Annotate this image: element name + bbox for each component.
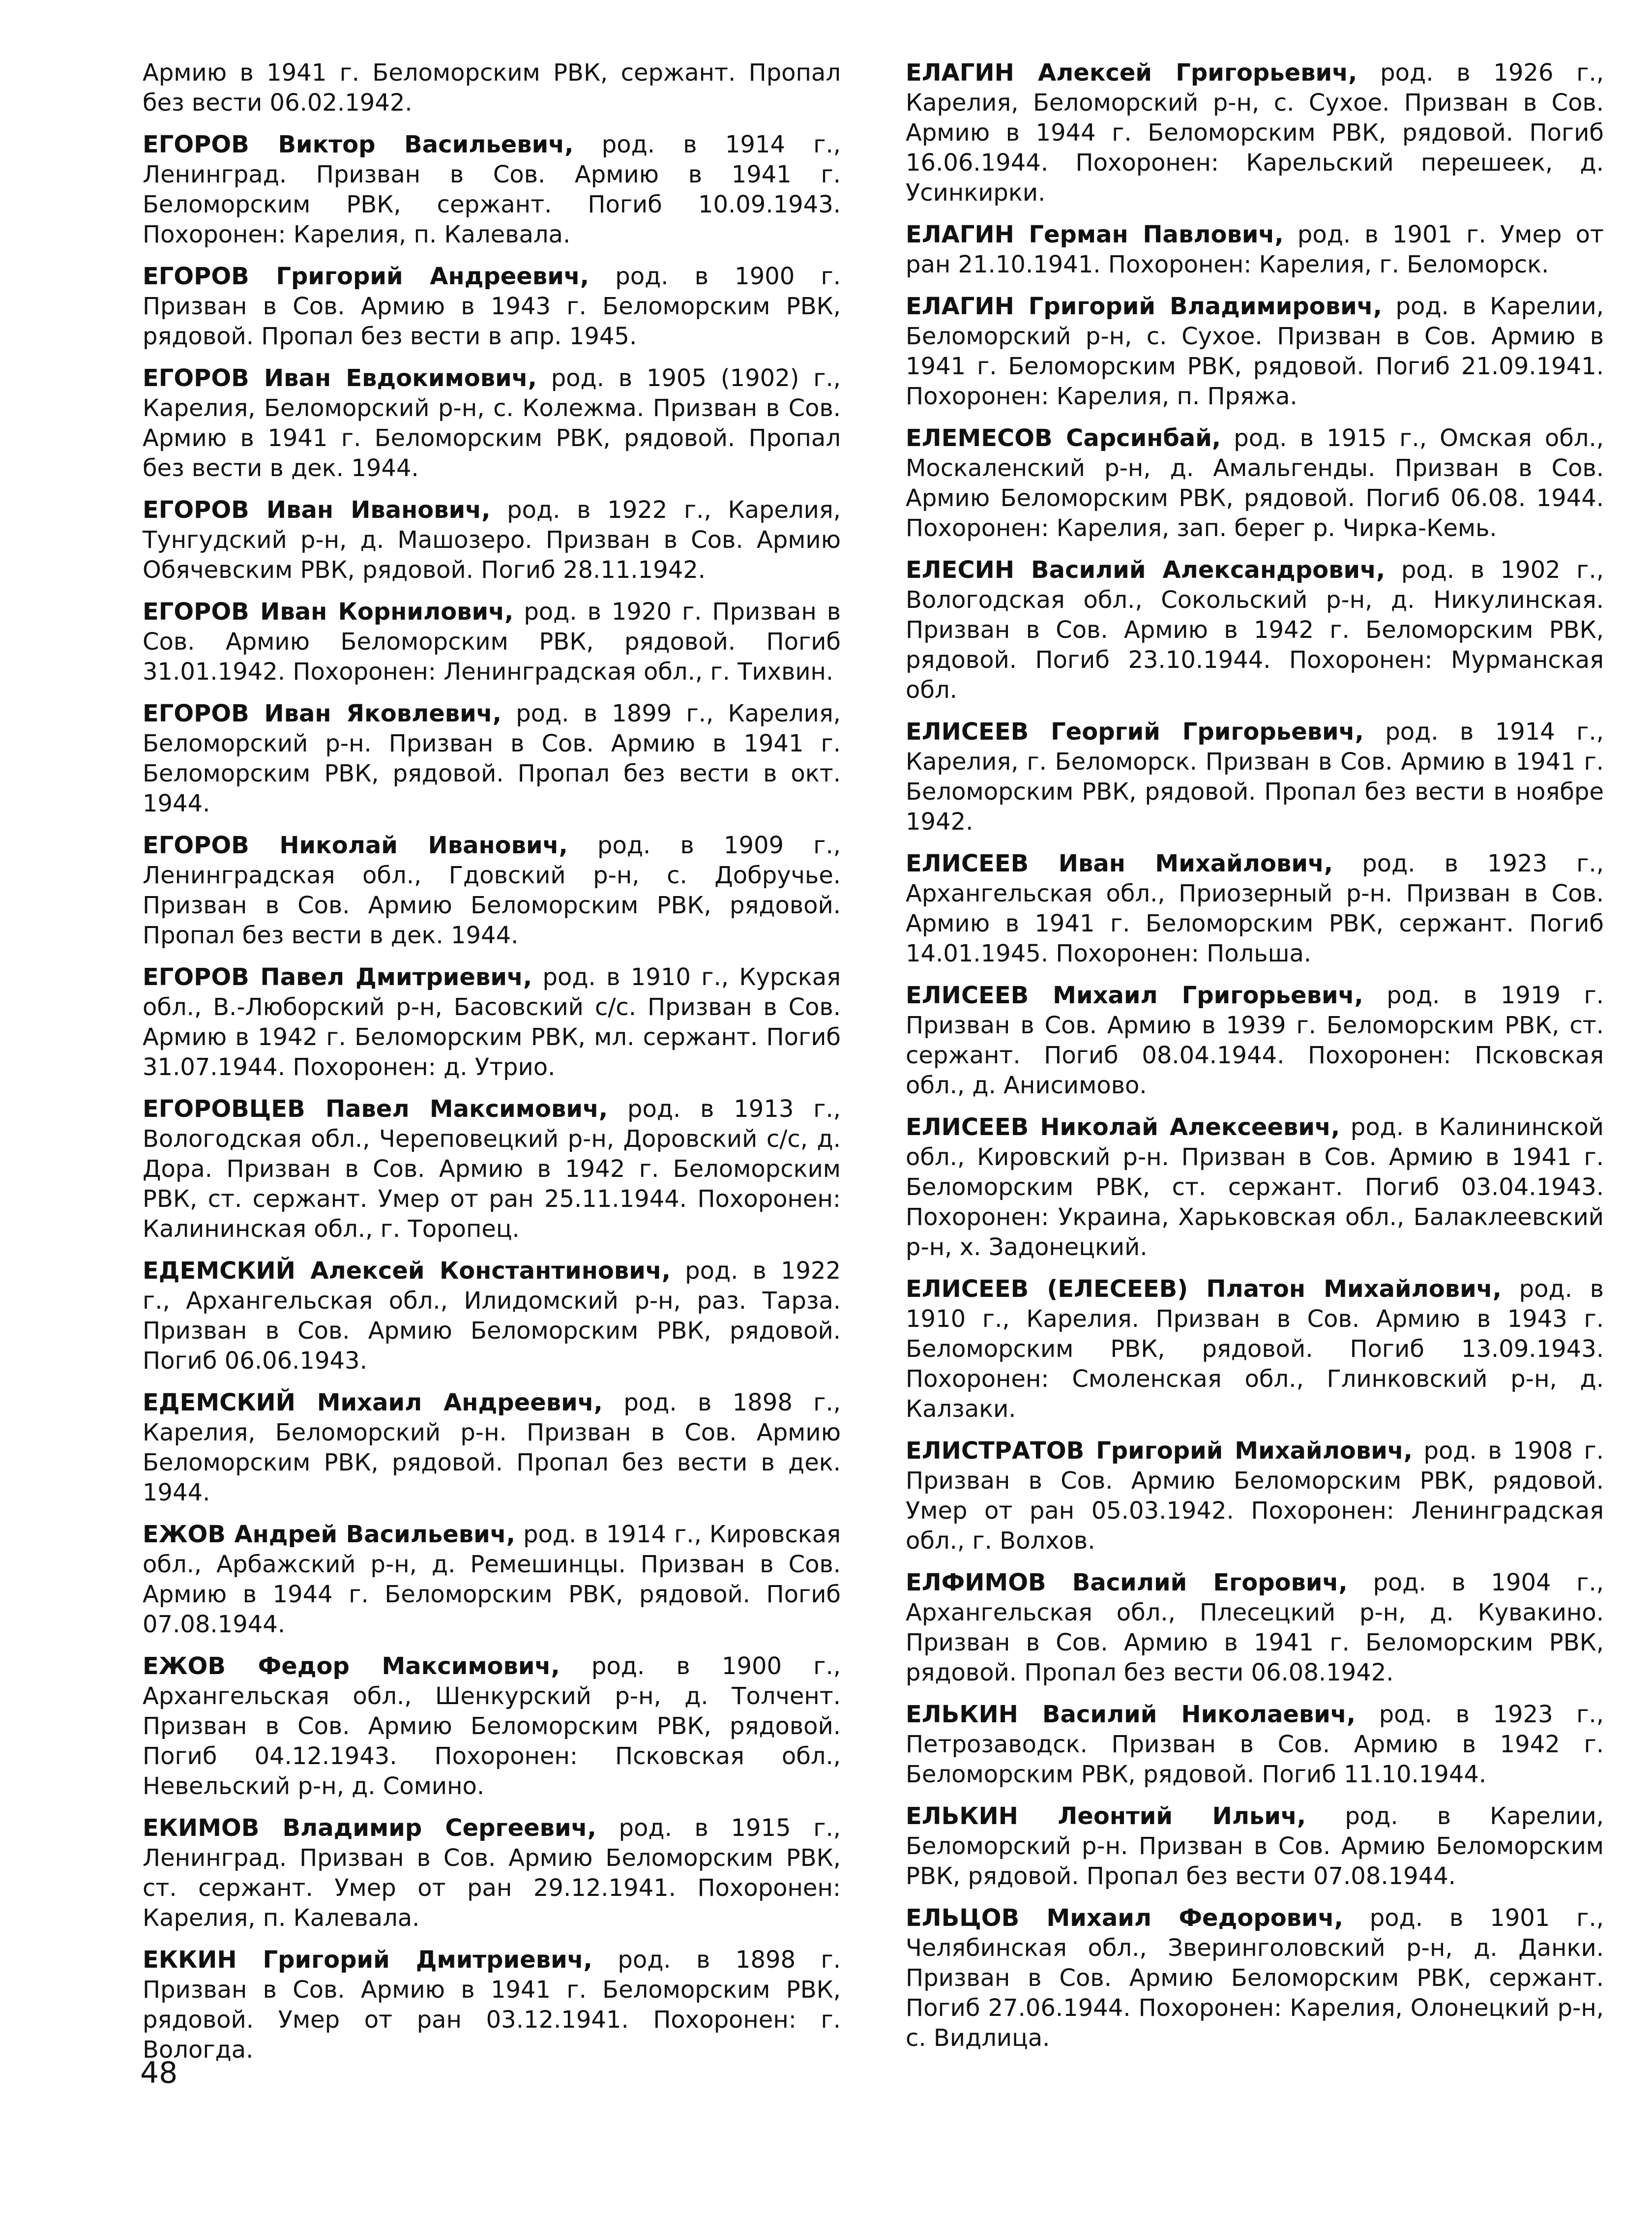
entry: [143, 1813, 841, 1933]
entry-text: род. в 1899 г., Карелия, Беломорский р-н. Призван в Сов. Армию в 1941 г. Беломорским РВК, рядовой. Пропал без вести в окт. 1944.: [143, 700, 841, 817]
entry: [143, 962, 841, 1082]
entry-text: род. в 1910 г., Курская обл., В.-Люборский р-н, Басовский с/с. Призван в Сов. Армию в 1942 г. Беломорским РВК, мл. сержант. Погиб 31.07.1944. Похоронен: д. Утрио.: [143, 963, 841, 1081]
right-column: [906, 58, 1604, 2065]
entry-text: род. в 1909 г., Ленинградская обл., Гдовский р-н, с. Добручье. Призван в Сов. Армию Беломорским РВК, рядовой. Пропал без вести в дек. 1944.: [143, 832, 841, 949]
entry-name: ЕЛЕСИН Василий Александрович,: [906, 556, 1386, 584]
entry-text: род. в 1913 г., Вологодская обл., Череповецкий р-н, Доровский с/с, д. Дора. Призван в Сов. Армию в 1942 г. Беломорским РВК, ст. сержант. Умер от ран 25.11.1944. Похоронен: Калининская обл., г. Торопец.: [143, 1095, 841, 1243]
entry-name: ЕЛАГИН Алексей Григорьевич,: [906, 59, 1357, 87]
entry-text: Армию в 1941 г. Беломорским РВК, сержант. Пропал без вести 06.02.1942.: [143, 59, 841, 117]
entry-name: ЕЛИСЕЕВ (ЕЛЕСЕЕВ) Платон Михайлович,: [906, 1275, 1502, 1303]
entry-text: род. в 1904 г., Архангельская обл., Плесецкий р-н, д. Кувакино. Призван в Сов. Армию в 1941 г. Беломорским РВК, рядовой. Пропал без вести 06.08.1942.: [906, 1569, 1604, 1686]
entry-text: род. в 1914 г., Ленинград. Призван в Сов. Армию в 1941 г. Беломорским РВК, сержант. Погиб 10.09.1943. Похоронен: Карелия, п. Калевала.: [143, 131, 841, 248]
entry-text: род. в 1920 г. Призван в Сов. Армию Беломорским РВК, рядовой. Погиб 31.01.1942. Похоронен: Ленинградская обл., г. Тихвин.: [143, 598, 841, 686]
entry-name: ЕГОРОВ Иван Иванович,: [143, 496, 491, 524]
entry-text: род. в 1900 г., Архангельская обл., Шенкурский р-н, д. Толчент. Призван в Сов. Армию Беломорским РВК, рядовой. Погиб 04.12.1943. Похоронен: Псковская обл., Невельский р-н, д. Сомино.: [143, 1652, 841, 1800]
entry-name: ЕКИМОВ Владимир Сергеевич,: [143, 1814, 596, 1842]
entry-name: ЕЖОВ Федор Максимович,: [143, 1652, 560, 1680]
entry-text: род. в 1910 г., Карелия. Призван в Сов. Армию в 1943 г. Беломорским РВК, рядовой. Погиб 13.09.1943. Похоронен: Смоленская обл., Глинковский р-н, д. Калзаки.: [906, 1275, 1604, 1423]
entry-text: род. в 1902 г., Вологодская обл., Сокольский р-н, д. Никулинская. Призван в Сов. Армию в 1942 г. Беломорским РВК, рядовой. Погиб 23.10.1944. Похоронен: Мурманская обл.: [906, 556, 1604, 704]
entry-name: ЕЖОВ Андрей Васильевич,: [143, 1521, 515, 1548]
entry-name: ЕДЕМСКИЙ Алексей Константинович,: [143, 1257, 671, 1285]
entry: [143, 58, 841, 118]
entry-text: род. в 1901 г. Умер от ран 21.10.1941. Похоронен: Карелия, г. Беломорск.: [906, 221, 1604, 278]
entry: [143, 1094, 841, 1244]
entry-text: род. в Карелии, Беломорский р-н, с. Сухое. Призван в Сов. Армию в 1941 г. Беломорским РВК, рядовой. Погиб 21.09.1941. Похоронен: Карелия, п. Пряжа.: [906, 293, 1604, 410]
entry-text: род. в 1900 г. Призван в Сов. Армию в 1943 г. Беломорским РВК, рядовой. Пропал без вести в апр. 1945.: [143, 263, 841, 350]
entry: [143, 597, 841, 687]
entry-text: род. в 1919 г. Призван в Сов. Армию в 1939 г. Беломорским РВК, ст. сержант. Погиб 08.04.1944. Похоронен: Псковская обл., д. Анисимово.: [906, 982, 1604, 1099]
entry: [143, 1651, 841, 1801]
entry: [906, 1274, 1604, 1424]
entry-name: ЕДЕМСКИЙ Михаил Андреевич,: [143, 1389, 603, 1416]
entry-text: род. в Калининской обл., Кировский р-н. Призван в Сов. Армию в 1941 г. Беломорским РВК, ст. сержант. Погиб 03.04.1943. Похоронен: Украина, Харьковская обл., Балаклеевский р-н, х. Задонецкий.: [906, 1113, 1604, 1261]
left-column: [143, 58, 841, 2077]
entry-name: ЕГОРОВ Николай Иванович,: [143, 832, 568, 859]
entry: [143, 1520, 841, 1640]
entry: [906, 1436, 1604, 1556]
entry-text: род. в 1905 (1902) г., Карелия, Беломорский р-н, с. Колежма. Призван в Сов. Армию в 1941 г. Беломорским РВК, рядовой. Пропал без вести в дек. 1944.: [143, 364, 841, 482]
entry-text: род. в 1914 г., Кировская обл., Арбажский р-н, д. Ремешинцы. Призван в Сов. Армию в 1944 г. Беломорским РВК, рядовой. Погиб 07.08.1944.: [143, 1521, 841, 1638]
entry: [906, 849, 1604, 969]
entry: [906, 423, 1604, 543]
entry-text: род. в 1923 г., Петрозаводск. Призван в Сов. Армию в 1942 г. Беломорским РВК, рядовой. Погиб 11.10.1944.: [906, 1701, 1604, 1788]
entry-text: род. в 1898 г., Карелия, Беломорский р-н. Призван в Сов. Армию Беломорским РВК, рядовой. Пропал без вести в дек. 1944.: [143, 1389, 841, 1506]
entry: [906, 555, 1604, 705]
entry: [143, 1256, 841, 1376]
entry-name: ЕГОРОВ Виктор Васильевич,: [143, 131, 574, 158]
entry: [143, 363, 841, 483]
entry: [143, 831, 841, 951]
entry-name: ЕЛФИМОВ Василий Егорович,: [906, 1569, 1348, 1596]
entry-text: род. в 1914 г., Карелия, г. Беломорск. Призван в Сов. Армию в 1941 г. Беломорским РВК, рядовой. Пропал без вести в ноябре 1942.: [906, 718, 1604, 836]
entry: [906, 717, 1604, 837]
entry-name: ЕЛАГИН Григорий Владимирович,: [906, 293, 1382, 320]
entry: [906, 1903, 1604, 2053]
entry-name: ЕГОРОВ Иван Яковлевич,: [143, 700, 502, 727]
entry-name: ЕЛИСЕЕВ Михаил Григорьевич,: [906, 982, 1363, 1009]
entry: [143, 1388, 841, 1508]
entry: [906, 981, 1604, 1101]
entry-name: ЕККИН Григорий Дмитриевич,: [143, 1946, 592, 1974]
entry: [143, 262, 841, 352]
entry: [906, 1112, 1604, 1262]
page-number: 48: [140, 2056, 178, 2090]
entry-text: род. в 1926 г., Карелия, Беломорский р-н, с. Сухое. Призван в Сов. Армию в 1944 г. Беломорским РВК, рядовой. Погиб 16.06.1944. Похоронен: Карельский перешеек, д. Усинкирки.: [906, 59, 1604, 207]
entry-text: род. в 1908 г. Призван в Сов. Армию Беломорским РВК, рядовой. Умер от ран 05.03.1942. Похоронен: Ленинградская обл., г. Волхов.: [906, 1437, 1604, 1555]
entry-name: ЕЛИСЕЕВ Георгий Григорьевич,: [906, 718, 1364, 746]
entry-name: ЕЛЕМЕСОВ Сарсинбай,: [906, 424, 1221, 452]
entry-text: род. в 1915 г., Ленинград. Призван в Сов. Армию Беломорским РВК, ст. сержант. Умер от ран 29.12.1941. Похоронен: Карелия, п. Калевала.: [143, 1814, 841, 1932]
entry-name: ЕЛЬКИН Леонтий Ильич,: [906, 1802, 1306, 1830]
entry-name: ЕГОРОВЦЕВ Павел Максимович,: [143, 1095, 608, 1123]
entry-name: ЕГОРОВ Павел Дмитриевич,: [143, 963, 532, 991]
entry-text: род. в 1901 г., Челябинская обл., Зверинголовский р-н, д. Данки. Призван в Сов. Армию Беломорским РВК, сержант. Погиб 27.06.1944. Похоронен: Карелия, Олонецкий р-н, с. Видлица.: [906, 1904, 1604, 2052]
entry: [906, 58, 1604, 208]
entry-text: род. в Карелии, Беломорский р-н. Призван в Сов. Армию Беломорским РВК, рядовой. Пропал без вести 07.08.1944.: [906, 1802, 1604, 1890]
entry-text: род. в 1898 г. Призван в Сов. Армию в 1941 г. Беломорским РВК, рядовой. Умер от ран 03.12.1941. Похоронен: г. Вологда.: [143, 1946, 841, 2064]
entry-name: ЕЛИСЕЕВ Иван Михайлович,: [906, 850, 1333, 877]
entry: [906, 1568, 1604, 1688]
entry-text: род. в 1922 г., Архангельская обл., Илидомский р-н, раз. Тарза. Призван в Сов. Армию Беломорским РВК, рядовой. Погиб 06.06.1943.: [143, 1257, 841, 1375]
entry-text: род. в 1923 г., Архангельская обл., Приозерный р-н. Призван в Сов. Армию в 1941 г. Беломорским РВК, сержант. Погиб 14.01.1945. Похоронен: Польша.: [906, 850, 1604, 967]
entry: [143, 1945, 841, 2065]
entry-name: ЕЛЬКИН Василий Николаевич,: [906, 1701, 1356, 1728]
entry: [143, 699, 841, 819]
entry: [906, 220, 1604, 280]
entry-name: ЕЛИСЕЕВ Николай Алексеевич,: [906, 1113, 1340, 1141]
entry-name: ЕЛЬЦОВ Михаил Федорович,: [906, 1904, 1343, 1932]
entry-name: ЕГОРОВ Григорий Андреевич,: [143, 263, 590, 290]
entry-name: ЕЛИСТРАТОВ Григорий Михайлович,: [906, 1437, 1413, 1465]
entry-name: ЕГОРОВ Иван Евдокимович,: [143, 364, 537, 392]
entry: [143, 130, 841, 250]
entry-text: род. в 1915 г., Омская обл., Москаленский р-н, д. Амальгенды. Призван в Сов. Армию Беломорским РВК, рядовой. Погиб 06.08. 1944. Похоронен: Карелия, зап. берег р. Чирка-Кемь.: [906, 424, 1604, 542]
entry-text: род. в 1922 г., Карелия, Тунгудский р-н, д. Машозеро. Призван в Сов. Армию Обячевским РВК, рядовой. Погиб 28.11.1942.: [143, 496, 841, 584]
entry: [906, 292, 1604, 412]
entry: [906, 1700, 1604, 1790]
entry: [906, 1801, 1604, 1891]
entry-name: ЕГОРОВ Иван Корнилович,: [143, 598, 514, 626]
entry-name: ЕЛАГИН Герман Павлович,: [906, 221, 1284, 248]
entry: [143, 495, 841, 585]
